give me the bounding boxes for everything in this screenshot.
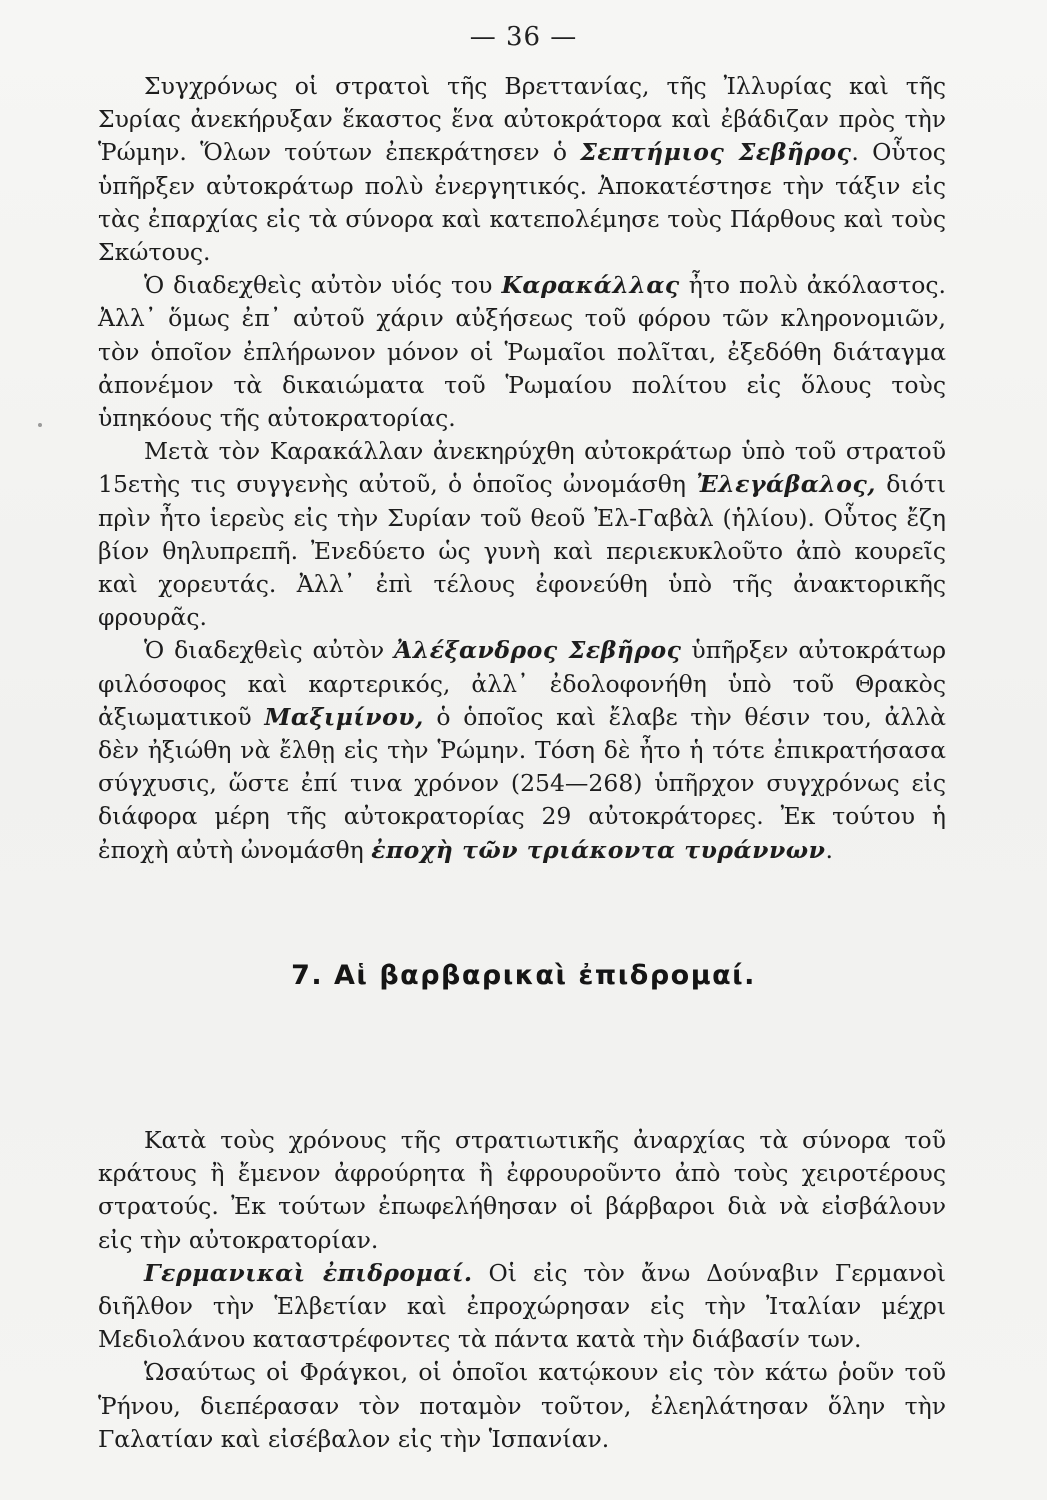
paragraph-elagabalus: [98, 435, 946, 634]
bold-name-maximinus: Μαξιμίνου,: [264, 702, 424, 731]
text-run: διότι πρὶν ἦτο ἱερεὺς εἰς τὴν Συρίαν τοῦ θεοῦ Ἐλ-Γαβὰλ (ἡλίου). Οὗτος ἔζη βίον θηλυπρεπῆ. Ἐνεδύετο ὡς γυνὴ καὶ περιεκυκλοῦτο ἀπὸ κουρεῖς καὶ χορευτάς. Ἀλλ᾽ ἐπὶ τέλους ἐφονεύθη ὑπὸ τῆς ἀνακτορικῆς φρουρᾶς.: [98, 470, 946, 632]
text-run: Ὡσαύτως οἱ Φράγκοι, οἱ ὁποῖοι κατῴκουν εἰς τὸν κάτω ῥοῦν τοῦ Ῥήνου, διεπέρασαν τὸν ποταμὸν τοῦτον, ἐλεηλάτησαν ὅλην τὴν Γαλατίαν καὶ εἰσέβαλον εἰς τὴν Ἱσπανίαν.: [98, 1358, 946, 1453]
text-run: ὁ ὁποῖος καὶ ἔλαβε τὴν θέσιν του, ἀλλὰ δὲν ἠξιώθη νὰ ἔλθῃ εἰς τὴν Ῥώμην. Τόση δὲ ἦτο ἡ τότε ἐπικρατήσασα σύγχυσις, ὥστε ἐπί τινα χρόνον (254—268) ὑπῆρχον συγχρόνως εἰς διάφορα μέρη τῆς αὐτοκρατορίας 29 αὐτοκράτορες. Ἐκ τούτου ἡ ἐποχὴ αὐτὴ ὠνομάσθη: [98, 702, 946, 864]
section-heading-barbarian-invasions: 7. Αἱ βαρβαρικαὶ ἐπιδρομαί.: [291, 960, 756, 991]
text-run: Οἱ εἰς τὸν ἄνω Δούναβιν Γερμανοὶ διῆλθον τὴν Ἑλβετίαν καὶ ἐπροχώρησαν εἰς τὴν Ἰταλίαν μέχρι Μεδιολάνου καταστρέφοντες τὰ πάντα κατὰ τὴν διάβασίν των.: [98, 1258, 946, 1354]
bold-subheading-german-invasions: Γερμανικαὶ ἐπιδρομαί.: [144, 1258, 473, 1287]
section-roman-emperors: [98, 70, 946, 867]
paragraph-caracalla: [98, 269, 946, 435]
bold-name-septimius-severus: Σεπτήμιος Σεβῆρος: [580, 138, 852, 167]
text-run: Κατὰ τοὺς χρόνους τῆς στρατιωτικῆς ἀναρχίας τὰ σύνορα τοῦ κράτους ἢ ἔμενον ἀφρούρητα ἢ ἐφρουροῦντο ἀπὸ τοὺς χειροτέρους στρατούς. Ἐκ τούτων ἐπωφελήθησαν οἱ βάρβαροι διὰ νὰ εἰσβάλουν εἰς τὴν αὐτοκρατορίαν.: [98, 1126, 946, 1254]
bold-era-thirty-tyrants: ἐποχὴ τῶν τριάκοντα τυράννων: [371, 835, 826, 864]
paragraph-septimius: [98, 70, 946, 269]
text-run: ἦτο πολὺ ἀκόλαστος. Ἀλλ᾽ ὅμως ἐπ᾽ αὐτοῦ χάριν αὐξήσεως τοῦ φόρου τῶν κληρονομιῶν, τὸν ὁποῖον ἐπλήρωνον μόνον οἱ Ῥωμαῖοι πολῖται, ἐξεδόθη διάταγμα ἀπονέμον τὰ δικαιώματα τοῦ Ῥωμαίου πολίτου εἰς ὅλους τοὺς ὑπηκόους τῆς αὐτοκρατορίας.: [98, 271, 947, 433]
paragraph-german-invasions: [98, 1257, 946, 1357]
section-barbarian-invasions: [98, 1124, 946, 1456]
paragraph-franks: [98, 1356, 946, 1456]
bold-name-alexander-severus: Ἀλέξανδρος Σεβῆρος: [394, 636, 682, 665]
text-run: Μετὰ τὸν Καρακάλλαν ἀνεκηρύχθη αὐτοκράτωρ ὑπὸ τοῦ στρατοῦ 15ετὴς τις συγγενὴς αὐτοῦ, ὁ ὁποῖος ὠνομάσθη: [98, 437, 946, 499]
paragraph-alexander-severus: [98, 634, 946, 866]
bold-name-elagabalus: Ἐλεγάβαλος,: [696, 470, 876, 499]
page-number: — 36 —: [469, 22, 578, 52]
text-run: ὑπῆρξεν αὐτοκράτωρ φιλόσοφος καὶ καρτερικός, ἀλλ᾽ ἐδολοφονήθη ὑπὸ τοῦ Θρακὸς ἀξιωματικοῦ: [98, 636, 947, 731]
text-run: .: [825, 835, 833, 864]
text-run: Ὁ διαδεχθεὶς αὐτὸν υἱός του: [144, 271, 502, 300]
paragraph-military-anarchy: [98, 1124, 946, 1257]
bold-name-caracalla: Καρακάλλας: [501, 271, 680, 300]
text-run: Συγχρόνως οἱ στρατοὶ τῆς Βρεττανίας, τῆς Ἰλλυρίας καὶ τῆς Συρίας ἀνεκήρυξαν ἕκαστος ἕνα αὐτοκράτορα καὶ ἐβάδιζαν πρὸς τὴν Ῥώμην. Ὅλων τούτων ἐπεκράτησεν ὁ: [98, 72, 946, 167]
margin-speck: [38, 423, 42, 427]
text-run: Ὁ διαδεχθεὶς αὐτὸν: [144, 636, 395, 665]
text-run: . Οὗτος ὑπῆρξεν αὐτοκράτωρ πολὺ ἐνεργητικός. Ἀποκατέστησε τὴν τάξιν εἰς τὰς ἐπαρχίας εἰς τὰ σύνορα καὶ κατεπολέμησε τοὺς Πάρθους καὶ τοὺς Σκώτους.: [98, 138, 946, 267]
